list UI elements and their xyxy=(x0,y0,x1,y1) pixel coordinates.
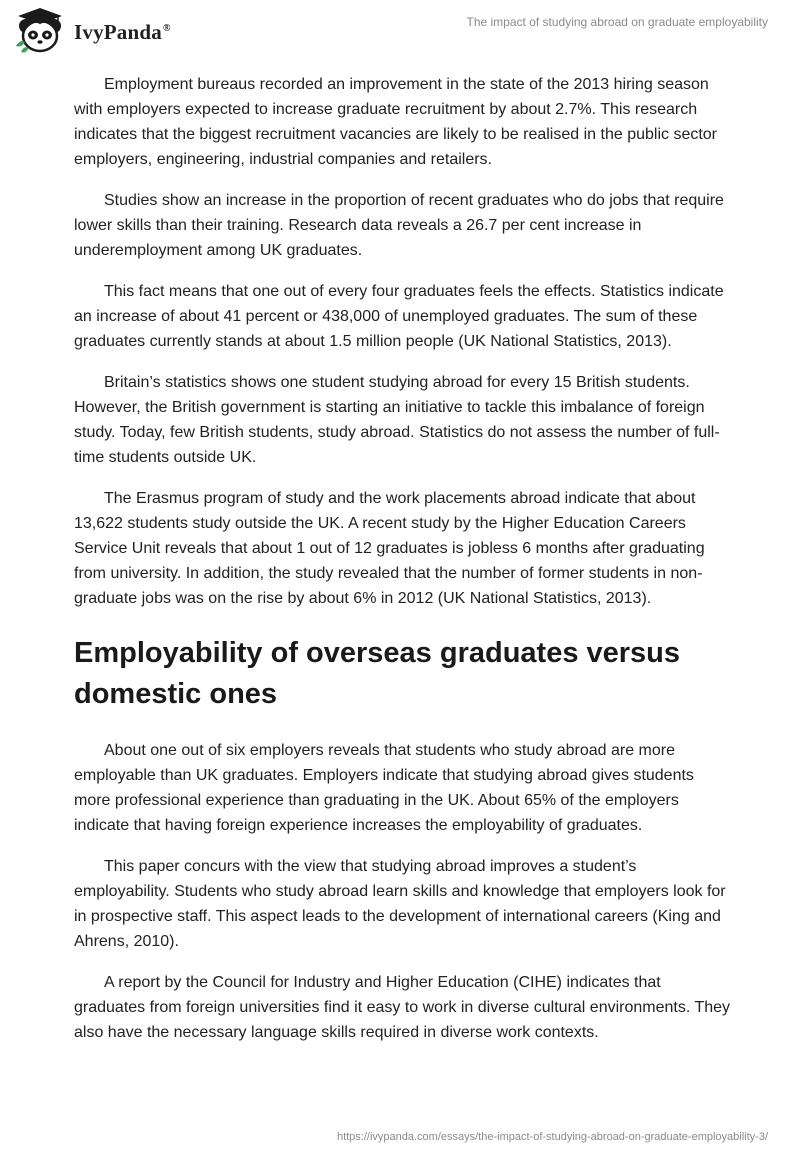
page-header xyxy=(0,0,800,60)
paragraph: Studies show an increase in the proportion of recent graduates who do jobs that require lower skills than their training. Research data reveals a 26.7 per cent increase in underemployment among UK graduates. xyxy=(74,192,724,259)
paragraph: A report by the Council for Industry and Higher Education (CIHE) indicates that graduates from foreign universities find it easy to work in diverse cultural environments. They also have the necessary language skills required in diverse work contexts. xyxy=(74,974,731,1041)
paragraph: Employment bureaus recorded an improvement in the state of the 2013 hiring season with employers expected to increase graduate recruitment by about 2.7%. This research indicates that the biggest recruitment vacancies are likely to be realised in the public sector employers, engineering, industrial companies and retailers. xyxy=(74,76,718,168)
source-url[interactable]: https://ivypanda.com/essays/the-impact-of-studying-abroad-on-graduate-employability-3/ xyxy=(336,1131,768,1143)
panda-graduate-icon xyxy=(12,6,68,54)
section-heading: Employability of overseas graduates versus domestic ones xyxy=(74,637,681,710)
paragraph: The Erasmus program of study and the work placements abroad indicate that about 13,622 students study outside the UK. A recent study by the Higher Education Careers Service Unit reveals that about 1 out of 12 graduates is jobless 6 months after graduating from university. In addition, the study revealed that the number of former students in non-graduate jobs was on the rise by about 6% in 2012 (UK National Statistics, 2013). xyxy=(74,490,705,607)
document-title: The impact of studying abroad on graduate employability xyxy=(466,15,768,29)
article-body xyxy=(74,72,734,1061)
paragraph: Britain’s statistics shows one student studying abroad for every 15 British students. However, the British government is starting an initiative to tackle this imbalance of foreign study. Today, few British students, study abroad. Statistics do not assess the number of full-time students outside UK. xyxy=(74,374,720,466)
paragraph: About one out of six employers reveals that students who study abroad are more employable than UK graduates. Employers indicate that studying abroad gives students more professional experience than graduating in the UK. About 65% of the employers indicate that having foreign experience increases the employability of graduates. xyxy=(74,742,694,834)
paragraph: This fact means that one out of every four graduates feels the effects. Statistics indicate an increase of about 41 percent or 438,000 of unemployed graduates. The sum of these graduates currently stands at about 1.5 million people (UK National Statistics, 2013). xyxy=(74,283,724,350)
logo-wordmark: IvyPanda® xyxy=(74,19,171,44)
ivypanda-logo[interactable] xyxy=(12,6,171,54)
paragraph: This paper concurs with the view that studying abroad improves a student’s employability. Students who study abroad learn skills and knowledge that employers look for in prospective staff. This aspect leads to the development of international careers (King and Ahrens, 2010). xyxy=(74,858,726,950)
